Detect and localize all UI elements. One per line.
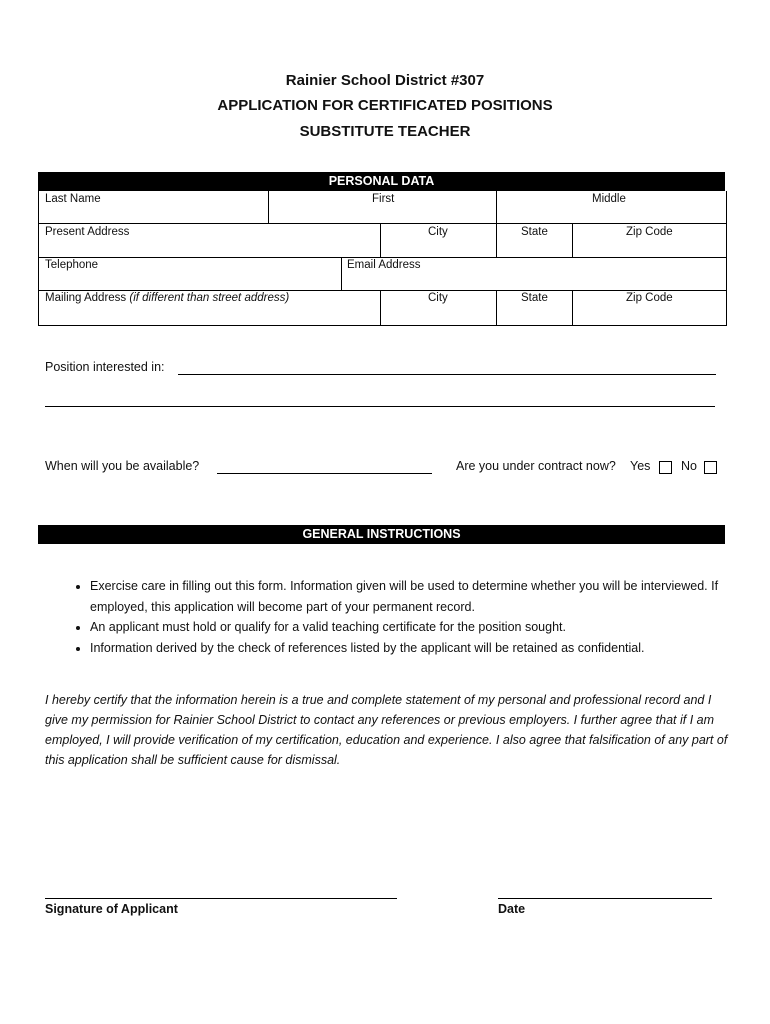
instructions-list [44, 576, 730, 658]
row-divider [39, 290, 726, 291]
form-subtitle: SUBSTITUTE TEACHER [299, 123, 471, 140]
date-line[interactable] [498, 898, 712, 899]
present-address-field[interactable]: Present Address [45, 226, 130, 238]
col-divider [268, 191, 269, 224]
personal-data-table [38, 191, 727, 326]
signature-line[interactable] [45, 898, 397, 899]
mailing-address-field[interactable] [45, 292, 289, 304]
contract-question: Are you under contract now? [456, 459, 616, 473]
col-divider [572, 223, 573, 257]
date-label: Date [498, 902, 526, 916]
col-divider [496, 191, 497, 224]
col-divider [380, 290, 381, 325]
position-input-line[interactable] [178, 374, 716, 375]
col-divider [572, 290, 573, 325]
mailing-zip-code-field[interactable]: Zip Code [626, 292, 673, 304]
yes-label: Yes [630, 459, 651, 473]
col-divider [380, 223, 381, 257]
instruction-item: • Information derived by the check of references listed by the applicant will be retained as confidential. [90, 638, 730, 659]
instruction-item: • An applicant must hold or qualify for a valid teaching certificate for the position sought. [90, 617, 730, 638]
yes-checkbox[interactable] [659, 461, 672, 474]
signature-label: Signature of Applicant [45, 902, 178, 916]
district-name: Rainier School District #307 [285, 72, 485, 89]
col-divider [496, 290, 497, 325]
last-name-field[interactable]: Last Name [45, 193, 101, 205]
no-label: No [681, 459, 697, 473]
certification-statement: I hereby certify that the information herein is a true and complete statement of my personal and professional record and I give my permission for Rainier School District to contact any references or previous employers. I further agree that if I am employed, I will provide verification of my certification, education and experience. I also agree that falsification of any part of this application shall be sufficient cause for dismissal. [45, 693, 728, 767]
row-divider [39, 223, 726, 224]
personal-data-heading: PERSONAL DATA [38, 172, 725, 191]
row-divider [39, 257, 726, 258]
zip-code-field[interactable]: Zip Code [626, 226, 673, 238]
no-checkbox[interactable] [704, 461, 717, 474]
form-title: APPLICATION FOR CERTIFICATED POSITIONS [217, 97, 553, 114]
availability-input-line[interactable] [217, 473, 432, 474]
mailing-address-label: Mailing Address [45, 292, 127, 304]
position-label: Position interested in: [45, 360, 165, 374]
col-divider [496, 223, 497, 257]
instruction-item: • Exercise care in filling out this form. Information given will be used to determine whether you will be interviewed. If employed, this application will become part of your permanent record. [90, 576, 730, 617]
col-divider [341, 257, 342, 290]
telephone-field[interactable]: Telephone [45, 259, 99, 271]
middle-name-field[interactable]: Middle [592, 193, 626, 205]
email-field[interactable]: Email Address [347, 259, 421, 271]
position-input-line-2[interactable] [45, 406, 715, 407]
mailing-state-field[interactable]: State [521, 292, 548, 304]
availability-label: When will you be available? [45, 459, 200, 473]
first-name-field[interactable]: First [372, 193, 395, 205]
mailing-address-note: (if different than street address) [129, 292, 290, 304]
mailing-city-field[interactable]: City [428, 292, 448, 304]
city-field[interactable]: City [428, 226, 448, 238]
state-field[interactable]: State [521, 226, 548, 238]
general-instructions-heading: GENERAL INSTRUCTIONS [38, 525, 725, 544]
